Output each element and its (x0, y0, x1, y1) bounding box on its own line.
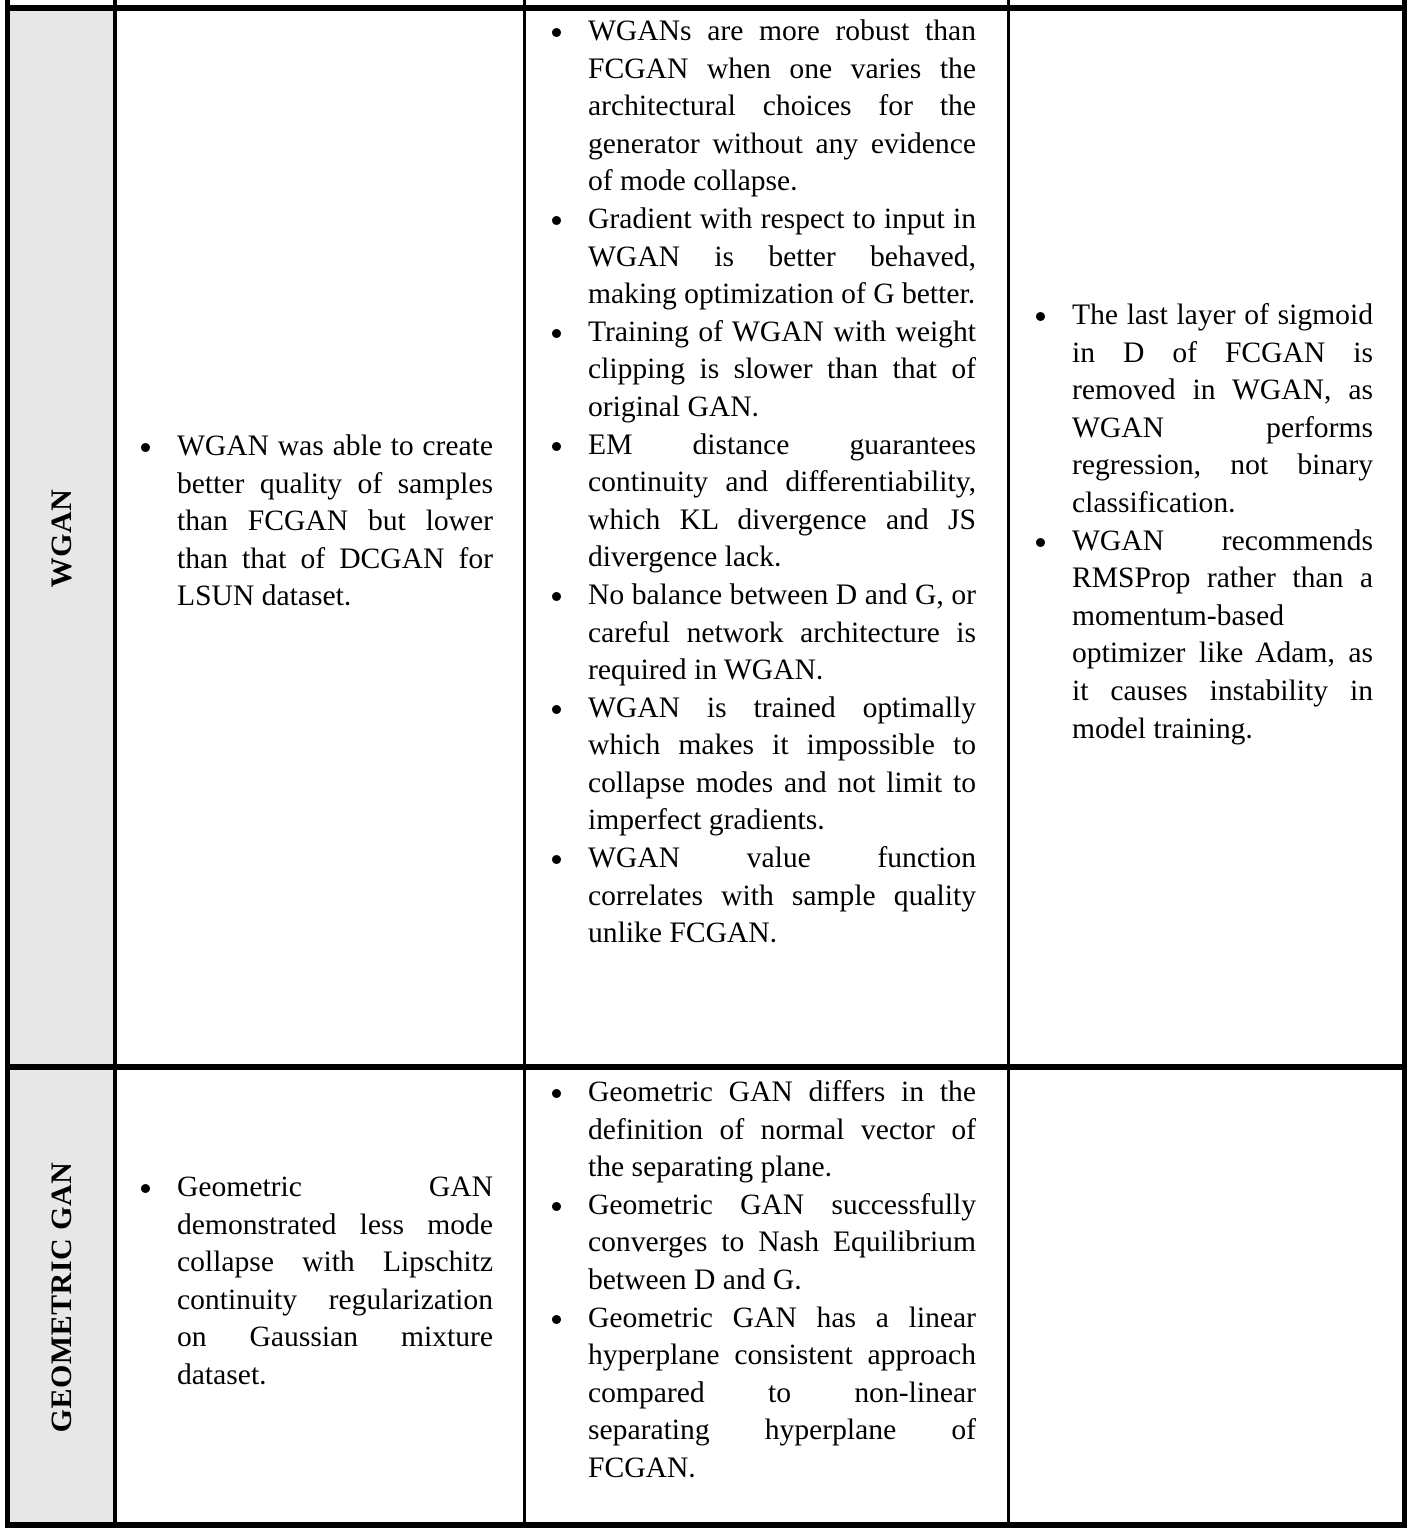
list-item: WGAN is trained optimally which makes it impossible to collapse modes and not limit to imperfect gradients. (546, 690, 976, 840)
list-item: Geometric GAN demonstrated less mode collapse with Lipschitz continuity regularization on Gaussian mixture dataset. (135, 1169, 493, 1395)
table-left-border (5, 0, 10, 1528)
list-item: Training of WGAN with weight clipping is slower than that of original GAN. (546, 314, 976, 427)
col-divider-1 (113, 0, 117, 1528)
geometric-quality-cell (135, 1169, 493, 1395)
wgan-remarks-cell (1030, 297, 1373, 748)
list-item: WGAN value function correlates with sample quality unlike FCGAN. (546, 840, 976, 953)
list-item: WGAN recommends RMSProp rather than a momentum-based optimizer like Adam, as it causes instability in model training. (1030, 523, 1373, 749)
list-item: The last layer of sigmoid in D of FCGAN is removed in WGAN, as WGAN performs regression, not binary classification. (1030, 297, 1373, 523)
list-item: No balance between D and G, or careful network architecture is required in WGAN. (546, 577, 976, 690)
table-right-border (1402, 0, 1407, 1528)
list-item: EM distance guarantees continuity and differentiability, which KL divergence and JS divergence lack. (546, 427, 976, 577)
list-item: Gradient with respect to input in WGAN is better behaved, making optimization of G better. (546, 201, 976, 314)
row-label-geometric-gan: GEOMETRIC GAN (45, 1161, 78, 1433)
wgan-comparison-cell (546, 13, 976, 953)
wgan-quality-cell (135, 428, 493, 616)
list-item: WGANs are more robust than FCGAN when one varies the architectural choices for the generator without any evidence of mode collapse. (546, 13, 976, 201)
list-item: Geometric GAN successfully converges to Nash Equilibrium between D and G. (546, 1187, 976, 1300)
list-item: WGAN was able to create better quality of samples than FCGAN but lower than that of DCGAN for LSUN dataset. (135, 428, 493, 616)
col-divider-3 (1007, 0, 1010, 1528)
table-top-border (5, 5, 1406, 11)
row-divider (5, 1064, 1406, 1070)
row-label-wgan: WGAN (45, 488, 78, 588)
table-bottom-border (5, 1522, 1406, 1528)
geometric-comparison-cell (546, 1074, 976, 1488)
list-item: Geometric GAN has a linear hyperplane consistent approach compared to non-linear separating hyperplane of FCGAN. (546, 1300, 976, 1488)
list-item: Geometric GAN differs in the definition of normal vector of the separating plane. (546, 1074, 976, 1187)
col-divider-2 (523, 0, 526, 1528)
